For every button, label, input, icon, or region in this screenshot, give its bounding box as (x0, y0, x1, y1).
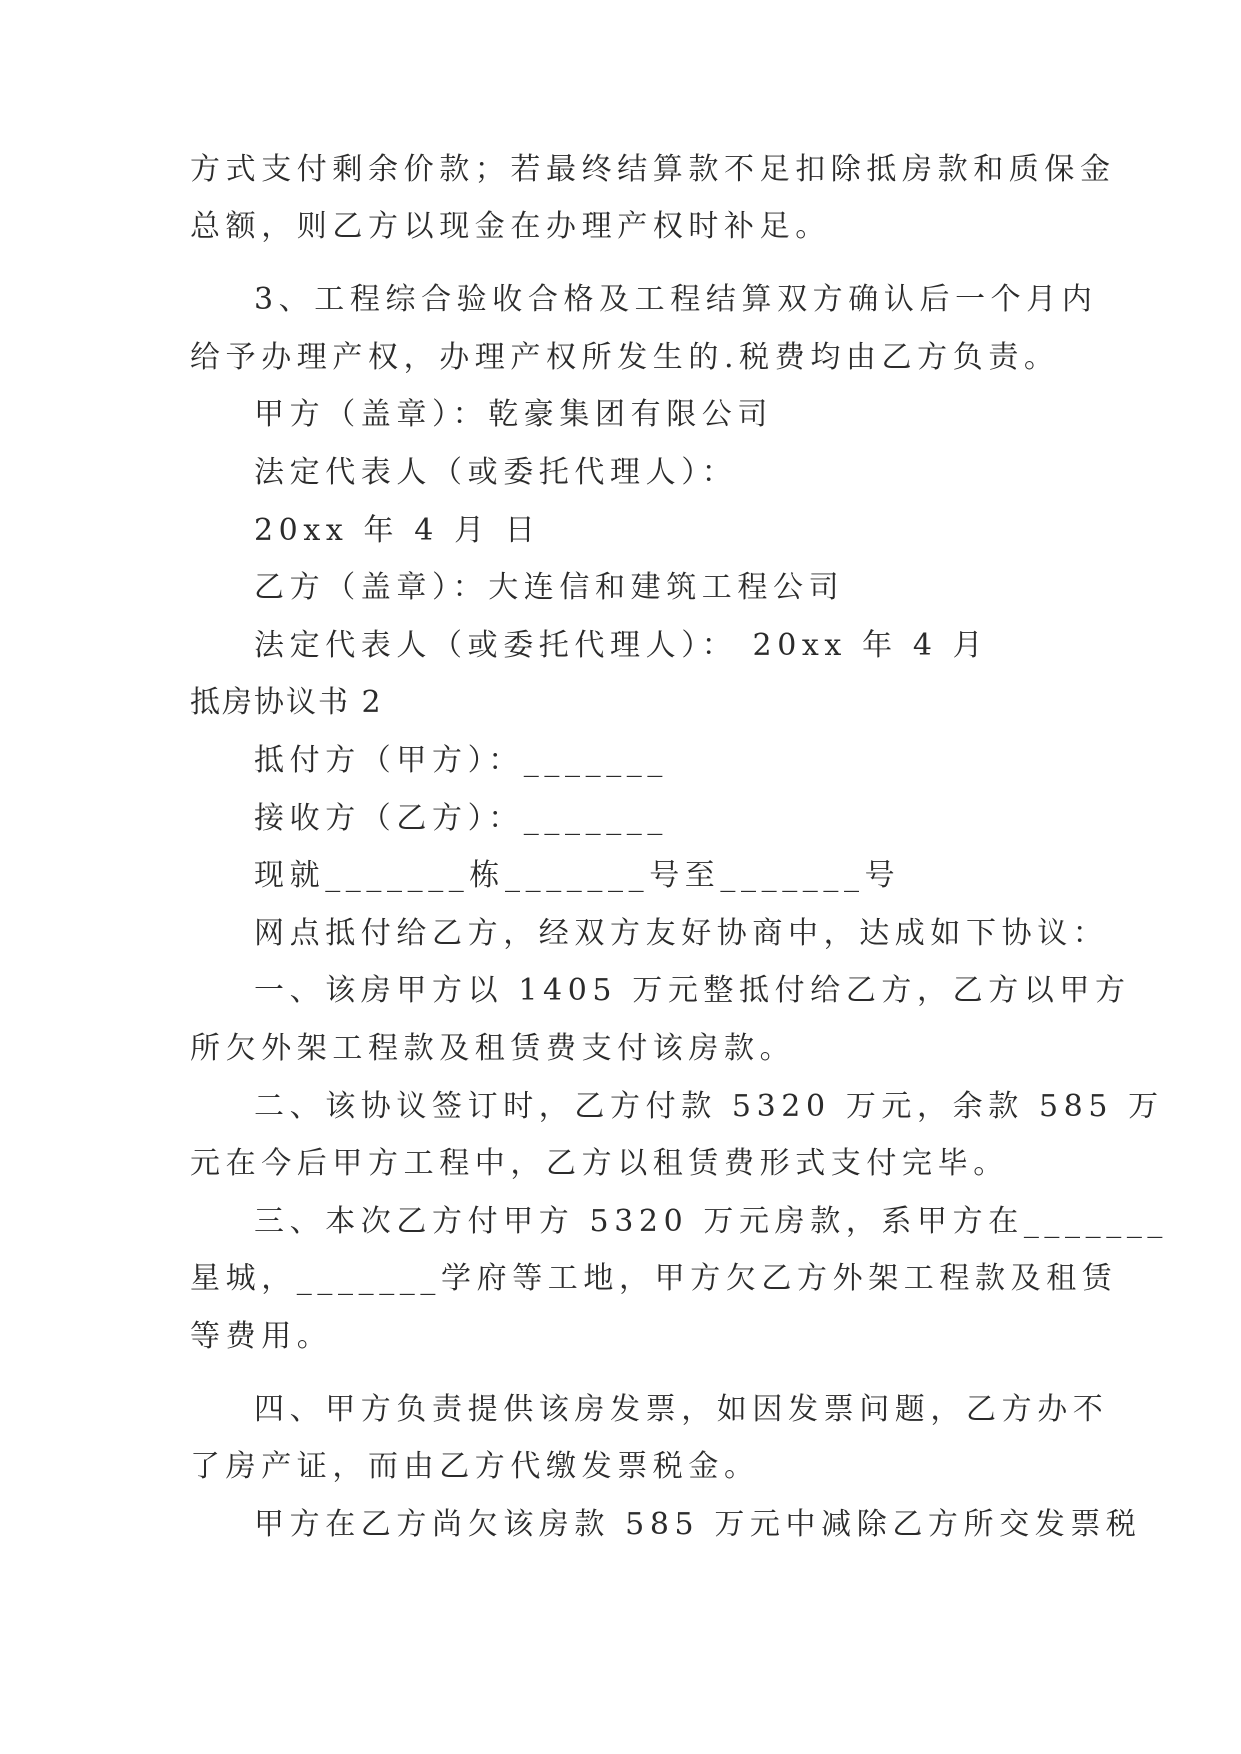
clause-two: 二、该协议签订时，乙方付款 5320 万元，余款 585 万 (254, 1089, 1164, 1124)
paragraph-line: 网点抵付给乙方，经双方友好协商中，达成如下协议： (254, 916, 1109, 951)
clause-four: 四、甲方负责提供该房发票，如因发票问题，乙方办不 (254, 1392, 1109, 1427)
clause-one: 一、该房甲方以 1405 万元整抵付给乙方，乙方以甲方 (254, 973, 1131, 1008)
paragraph-line: 元在今后甲方工程中，乙方以租赁费形式支付完毕。 (190, 1146, 1009, 1181)
paragraph-line: 给予办理产权，办理产权所发生的.税费均由乙方负责。 (190, 340, 1060, 375)
paragraph-line: 星城，_______学府等工地，甲方欠乙方外架工程款及租赁 (190, 1261, 1118, 1296)
clause-three: 三、本次乙方付甲方 5320 万元房款，系甲方在_______ (254, 1204, 1169, 1239)
party-b-seal: 乙方（盖章）：大连信和建筑工程公司 (254, 570, 845, 605)
paragraph-line: 总额，则乙方以现金在办理产权时补足。 (190, 209, 831, 244)
paragraph-line: 所欠外架工程款及租赁费支付该房款。 (190, 1031, 796, 1066)
section-title: 抵房协议书 2 (190, 685, 383, 720)
party-a-representative: 法定代表人（或委托代理人）： (254, 455, 738, 490)
paragraph-line: 甲方在乙方尚欠该房款 585 万元中减除乙方所交发票税 (254, 1507, 1142, 1542)
payer-field: 抵付方（甲方）：_______ (254, 743, 668, 778)
paragraph-line: 方式支付剩余价款；若最终结算款不足扣除抵房款和质保金 (190, 152, 1116, 187)
paragraph-line: 了房产证，而由乙方代缴发票税金。 (190, 1449, 760, 1484)
property-location: 现就_______栋_______号至_______号 (254, 858, 901, 893)
receiver-field: 接收方（乙方）：_______ (254, 801, 668, 836)
party-a-seal: 甲方（盖章）：乾豪集团有限公司 (254, 397, 773, 432)
party-a-date: 20xx 年 4 月 日 (254, 513, 541, 548)
paragraph-line: 3、工程综合验收合格及工程结算双方确认后一个月内 (254, 282, 1098, 317)
paragraph-line: 等费用。 (190, 1319, 333, 1354)
party-b-representative-date: 法定代表人（或委托代理人）： 20xx 年 4 月 (254, 628, 989, 663)
